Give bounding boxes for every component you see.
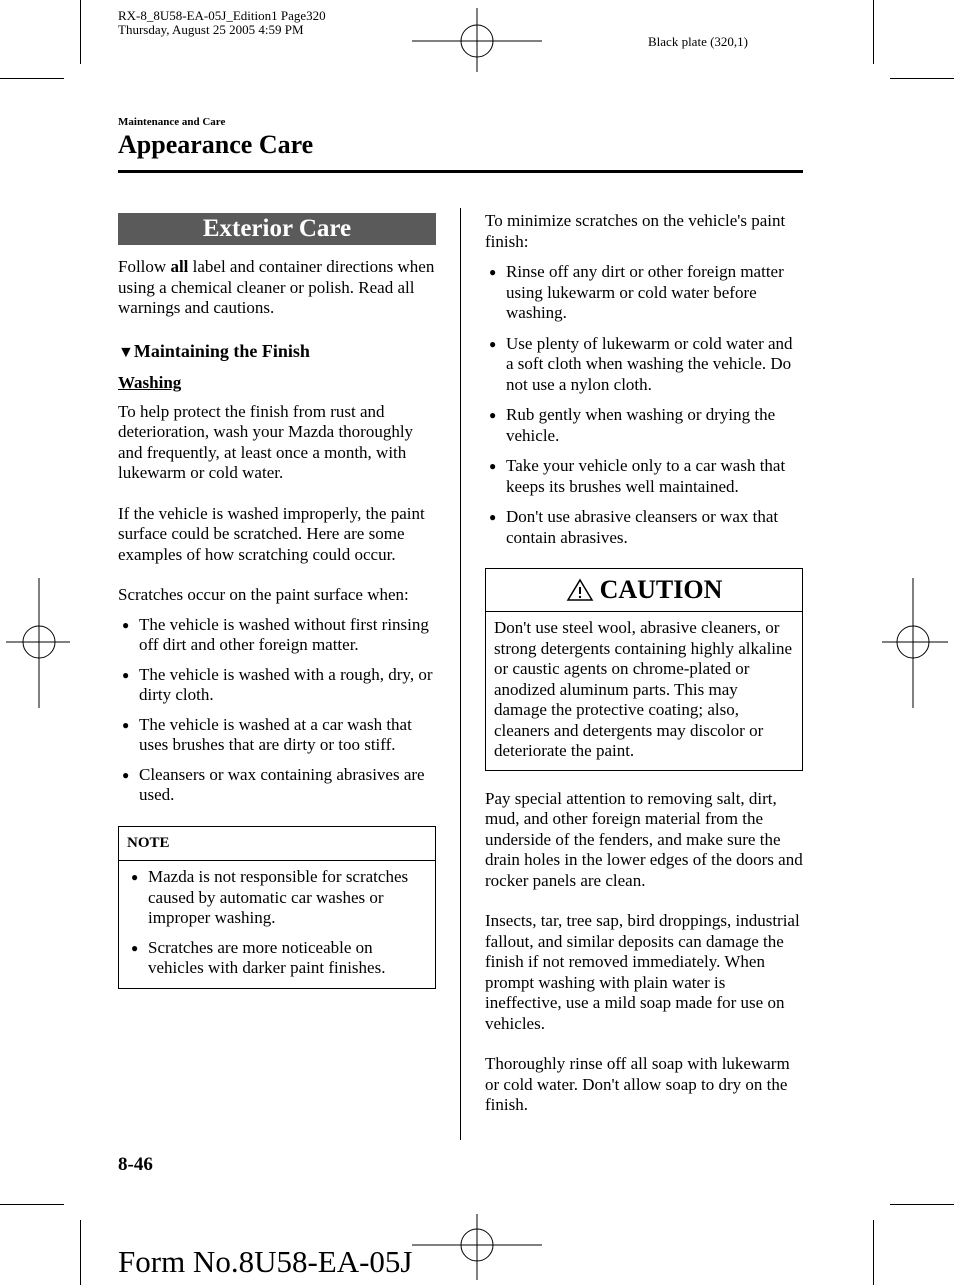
warning-triangle-icon	[566, 578, 594, 602]
crop-mark	[80, 1220, 81, 1285]
list-item: ● Cleansers or wax containing abrasives are used.	[122, 764, 425, 804]
list-item: ● Rinse off any dirt or other foreign matter using lukewarm or cold water before washing.	[489, 262, 784, 322]
registration-mark-icon	[412, 1214, 542, 1280]
list-item: ● Mazda is not responsible for scratches caused by automatic car washes or improper washing.	[131, 867, 409, 927]
bullet-icon: ●	[489, 510, 497, 524]
caution-title: CAUTION	[599, 574, 723, 604]
paragraph: To help protect the finish from rust and deterioration, wash your Mazda thoroughly and frequently, at least once a month, with lukewarm or cold water.	[118, 401, 414, 482]
list-item: ● Scratches are more noticeable on vehicles with darker paint finishes.	[131, 937, 386, 977]
bullet-icon: ●	[489, 336, 497, 351]
list-item: ● Rub gently when washing or drying the vehicle.	[489, 405, 776, 445]
crop-mark	[873, 1220, 874, 1285]
paragraph: Thoroughly rinse off all soap with lukewarm or cold water. Don't allow soap to dry on the finish.	[485, 1054, 790, 1114]
right-column	[485, 211, 803, 1116]
crop-mark	[80, 0, 81, 64]
bullet-icon: ●	[489, 408, 497, 422]
list-item: ● Take your vehicle only to a car wash that keeps its brushes well maintained.	[489, 456, 786, 496]
list-item: ● The vehicle is washed with a rough, dry, or dirty cloth.	[122, 664, 433, 704]
exterior-care-banner: Exterior Care	[118, 213, 436, 245]
tips-list	[485, 262, 803, 548]
crop-mark	[890, 78, 954, 79]
paragraph: If the vehicle is washed improperly, the paint surface could be scratched. Here are some examples of how scratching could occur.	[118, 503, 425, 564]
registration-mark-icon	[412, 8, 542, 72]
intro-bold: all	[170, 257, 189, 276]
registration-mark-icon	[6, 578, 70, 708]
left-column	[118, 213, 436, 989]
paragraph: To minimize scratches on the vehicle's paint finish:	[485, 211, 786, 251]
page-number: 8-46	[118, 1154, 153, 1175]
crop-mark	[0, 78, 64, 79]
print-header	[118, 9, 326, 37]
page-title: Appearance Care	[118, 130, 314, 159]
washing-label: Washing	[118, 373, 182, 392]
list-item: ● Don't use abrasive cleansers or wax that contain abrasives.	[489, 507, 779, 547]
crop-mark	[890, 1204, 954, 1205]
registration-mark-icon	[882, 578, 948, 708]
list-item: ● The vehicle is washed without first rinsing off dirt and other foreign matter.	[122, 614, 429, 654]
crop-mark	[0, 1204, 64, 1205]
list-item: ● The vehicle is washed at a car wash that uses brushes that are dirty or too stiff.	[122, 714, 412, 754]
note-box	[118, 826, 436, 989]
subheading	[118, 341, 436, 364]
section-label: Maintenance and Care	[118, 116, 226, 128]
note-title: NOTE	[119, 827, 435, 862]
date-line: Thursday, August 25 2005 4:59 PM	[118, 22, 304, 37]
caution-header	[486, 569, 802, 612]
bullet-icon: ●	[489, 265, 497, 279]
note-list	[119, 861, 435, 988]
crop-mark	[873, 0, 874, 64]
subheading-text: Maintaining the Finish	[133, 340, 310, 361]
list-item: ● Use plenty of lukewarm or cold water and a soft cloth when washing the vehicle. Do not use a nylon cloth.	[489, 333, 793, 394]
file-line: RX-8_8U58-EA-05J_Edition1 Page320	[118, 8, 326, 23]
paragraph: Pay special attention to removing salt, dirt, mud, and other foreign material from the underside of the fenders, and make sure the drain holes in the lower edges of the doors and rocker panels are clean.	[485, 788, 803, 890]
form-number: Form No.8U58-EA-05J	[118, 1244, 413, 1279]
paragraph: Insects, tar, tree sap, bird droppings, industrial fallout, and similar deposits can damage the finish if not removed immediately. When prompt washing with plain water is ineffective, use a mild soap made for use on vehicles.	[485, 911, 800, 1033]
bullet-icon: ●	[122, 717, 130, 732]
bullet-icon: ●	[122, 667, 130, 682]
column-divider	[460, 208, 461, 1140]
plate-label: Black plate (320,1)	[648, 34, 748, 49]
triangle-down-icon: ▼	[118, 343, 134, 361]
bullet-icon: ●	[131, 940, 139, 955]
bullet-icon: ●	[131, 870, 139, 884]
intro-paragraph: Follow all label and container directions when using a chemical cleaner or polish. Read all warnings and cautions.	[118, 257, 435, 317]
scratch-causes-list	[118, 615, 436, 806]
bullet-icon: ●	[489, 459, 497, 473]
caution-box	[485, 568, 803, 771]
bullet-icon: ●	[122, 617, 130, 632]
bullet-icon: ●	[122, 767, 130, 782]
title-rule	[118, 170, 803, 173]
paragraph: Scratches occur on the paint surface when:	[118, 585, 409, 604]
caution-body: Don't use steel wool, abrasive cleaners, or strong detergents containing highly alkaline or caustic agents on chrome-plated or anodized aluminum parts. This may damage the protective coating; also, cleaners and detergents may discolor or deteriorate the paint.	[494, 618, 793, 760]
